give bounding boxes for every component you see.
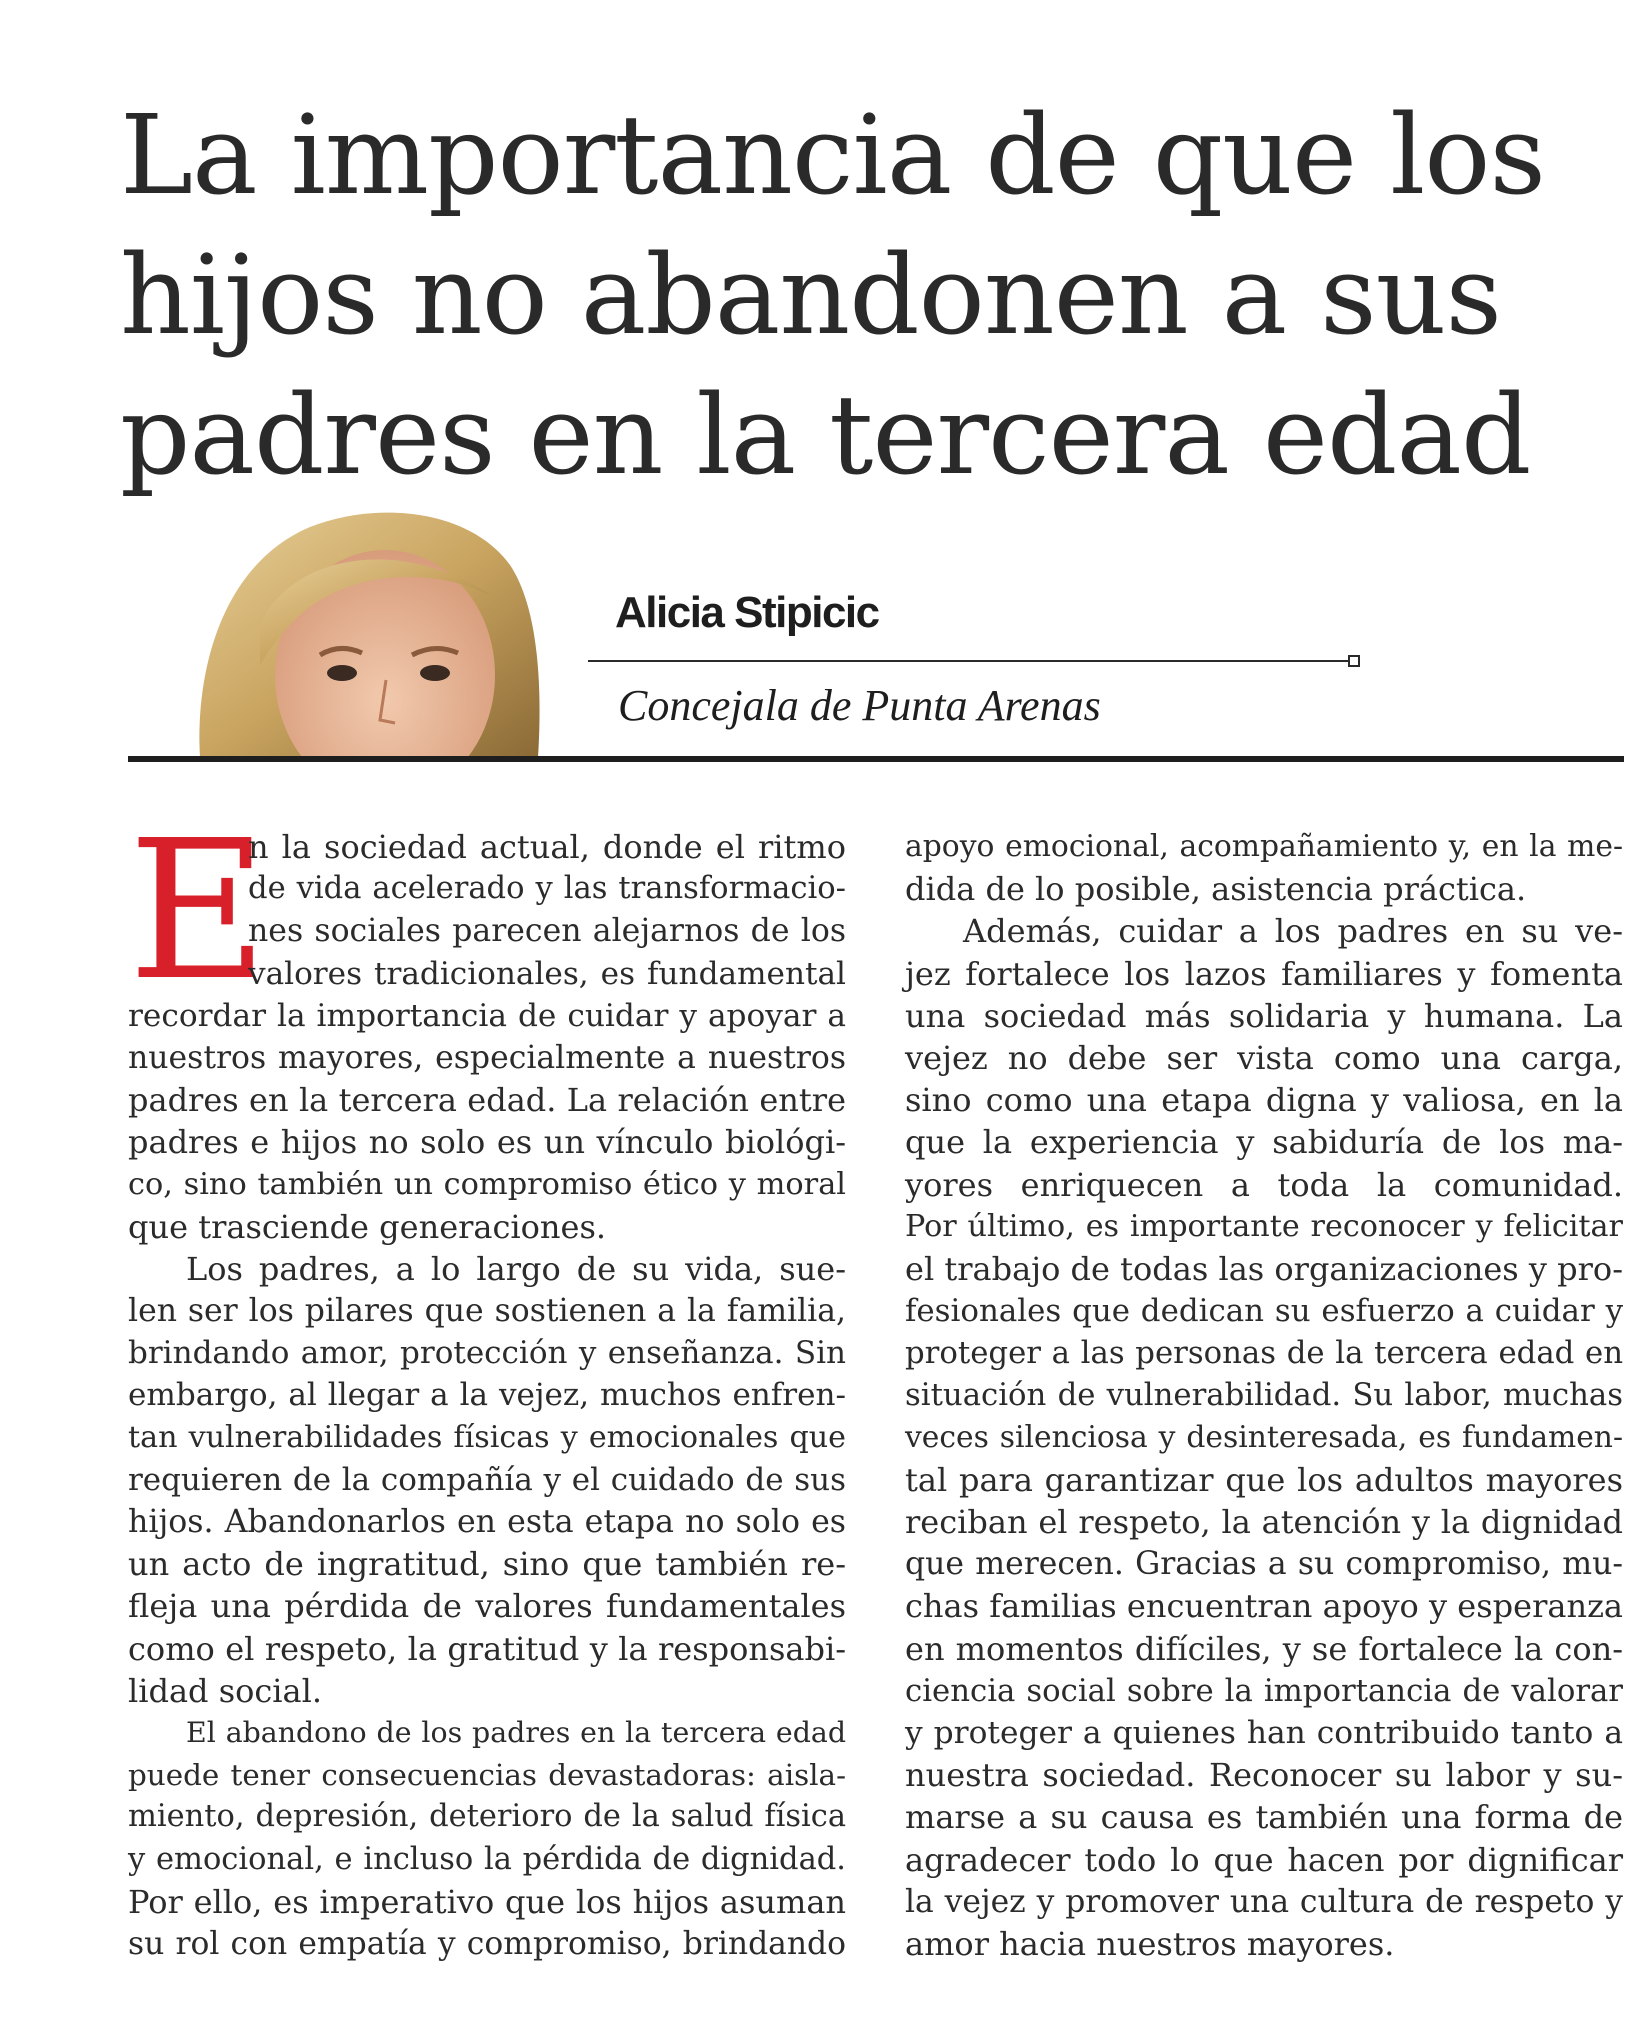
text-line: Por último, es importante reconocer y felicitar bbox=[905, 1208, 1623, 1244]
text-line: su rol con empatía y compromiso, brindando bbox=[128, 1925, 846, 1962]
text-line: dida de lo posible, asistencia práctica. bbox=[905, 870, 1527, 909]
author-photo bbox=[190, 505, 545, 757]
author-role: Concejala de Punta Arenas bbox=[618, 681, 1101, 730]
headline-line: La importancia de que los bbox=[120, 91, 1545, 219]
headline-line: hijos no abandonen a sus bbox=[120, 231, 1501, 359]
text-line: Además, cuidar a los padres en su ve- bbox=[963, 912, 1623, 951]
text-line: requieren de la compañía y el cuidado de sus bbox=[128, 1461, 846, 1498]
article-column-left bbox=[128, 800, 846, 1965]
drop-cap: E bbox=[128, 800, 269, 1023]
text-line: en momentos difíciles, y se fortalece la con- bbox=[905, 1629, 1623, 1668]
text-line: len ser los pilares que sostienen a la familia, bbox=[128, 1293, 846, 1330]
text-line: un acto de ingratitud, sino que también re- bbox=[128, 1545, 846, 1584]
text-line: lidad social. bbox=[128, 1671, 323, 1710]
text-line: fesionales que dedican su esfuerzo a cuidar y bbox=[905, 1293, 1623, 1330]
text-line: marse a su causa es también una forma de bbox=[905, 1798, 1623, 1837]
text-line: chas familias encuentran apoyo y esperanza bbox=[905, 1587, 1623, 1626]
text-line: nuestros mayores, especialmente a nuestros bbox=[128, 1039, 846, 1076]
text-line: tan vulnerabilidades físicas y emocionales que bbox=[128, 1419, 846, 1455]
text-line: padres en la tercera edad. La relación entre bbox=[128, 1081, 846, 1120]
text-line: recordar la importancia de cuidar y apoyar a bbox=[128, 997, 846, 1034]
text-line: de vida acelerado y las transformacio- bbox=[248, 871, 846, 907]
text-line: amor hacia nuestros mayores. bbox=[905, 1924, 1395, 1963]
headline bbox=[120, 85, 1640, 505]
text-line: apoyo emocional, acompañamiento y, en la me- bbox=[905, 829, 1623, 864]
text-line: y emocional, e incluso la pérdida de dignidad. bbox=[128, 1841, 846, 1877]
text-line: n la sociedad actual, donde el ritmo bbox=[248, 828, 846, 866]
text-line: Por ello, es imperativo que los hijos asuman bbox=[128, 1882, 846, 1921]
text-line: valores tradicionales, es fundamental bbox=[248, 955, 846, 992]
text-line: miento, depresión, deterioro de la salud física bbox=[128, 1799, 846, 1835]
text-line: ciencia social sobre la importancia de valorar bbox=[905, 1672, 1623, 1709]
text-line: y proteger a quienes han contribuido tanto a bbox=[905, 1714, 1623, 1751]
text-line: El abandono de los padres en la tercera edad bbox=[186, 1715, 846, 1749]
headline-line: padres en la tercera edad bbox=[120, 371, 1531, 499]
text-line: que trasciende generaciones. bbox=[128, 1207, 607, 1246]
text-line: el trabajo de todas las organizaciones y pro- bbox=[905, 1249, 1623, 1288]
text-line: agradecer todo lo que hacen por dignificar bbox=[905, 1840, 1623, 1879]
text-line: co, sino también un compromiso ético y moral bbox=[128, 1166, 846, 1202]
text-line: una sociedad más solidaria y humana. La bbox=[905, 996, 1623, 1035]
text-line: embargo, al llegar a la vejez, muchos enfren- bbox=[128, 1377, 846, 1414]
text-line: que merecen. Gracias a su compromiso, mu- bbox=[905, 1546, 1623, 1583]
text-line: puede tener consecuencias devastadoras: aisla- bbox=[128, 1758, 846, 1793]
divider-end-square bbox=[1348, 655, 1360, 667]
text-line: Los padres, a lo largo de su vida, sue- bbox=[186, 1249, 846, 1288]
section-divider bbox=[128, 756, 1624, 762]
text-line: fleja una pérdida de valores fundamentales bbox=[128, 1587, 846, 1626]
text-line: hijos. Abandonarlos en esta etapa no solo es bbox=[128, 1504, 846, 1540]
text-line: nuestra sociedad. Reconocer su labor y su- bbox=[905, 1756, 1623, 1795]
text-line: como el respeto, la gratitud y la responsabi- bbox=[128, 1629, 846, 1668]
text-line: que la experiencia y sabiduría de los ma- bbox=[905, 1123, 1623, 1162]
text-line: tal para garantizar que los adultos mayores bbox=[905, 1460, 1623, 1499]
text-line: reciban el respeto, la atención y la dignidad bbox=[905, 1503, 1623, 1541]
text-line: padres e hijos no solo es un vínculo biológi- bbox=[128, 1123, 846, 1162]
text-line: nes sociales parecen alejarnos de los bbox=[248, 913, 846, 950]
text-line: sino como una etapa digna y valiosa, en la bbox=[905, 1081, 1623, 1120]
text-line: situación de vulnerabilidad. Su labor, muchas bbox=[905, 1377, 1623, 1414]
author-divider bbox=[588, 660, 1348, 662]
text-line: proteger a las personas de la tercera edad en bbox=[905, 1335, 1623, 1372]
article-column-right bbox=[905, 826, 1623, 1965]
author-portrait-icon bbox=[190, 505, 545, 757]
text-line: la vejez y promover una cultura de respeto y bbox=[905, 1883, 1623, 1920]
text-line: vejez no debe ser vista como una carga, bbox=[905, 1038, 1623, 1077]
text-line: yores enriquecen a toda la comunidad. bbox=[905, 1165, 1623, 1204]
text-line: jez fortalece los lazos familiares y fomenta bbox=[905, 954, 1623, 993]
text-line: veces silenciosa y desinteresada, es fundamen- bbox=[905, 1419, 1623, 1455]
author-name: Alicia Stipicic bbox=[615, 588, 879, 637]
text-line: brindando amor, protección y enseñanza. Sin bbox=[128, 1335, 846, 1372]
